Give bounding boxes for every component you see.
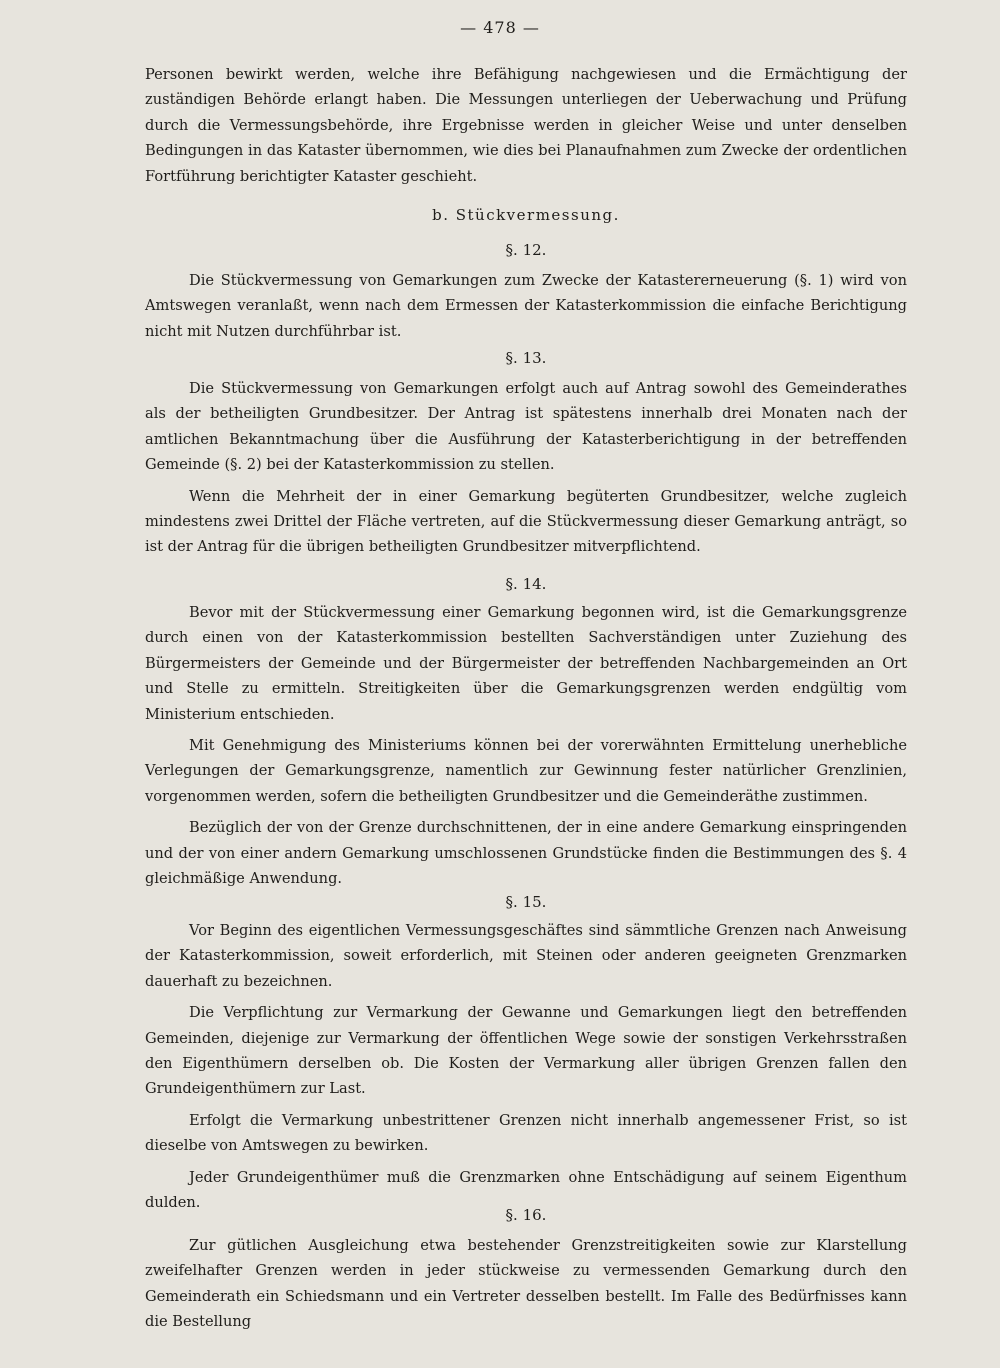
section-13-heading: §. 13. (505, 349, 547, 367)
section-13-paragraph-1: Die Stückvermessung von Gemarkungen erfolgt auch auf Antrag sowohl des Gemeinderathes als der betheiligten Grundbesitzer. Der Antrag ist spätestens innerhalb drei Monaten nach der amtlichen Bekanntmachung über die Ausführung der Katasterberichtigung in der betreffenden Gemeinde (§. 2) bei der Katasterkommission zu stellen. (145, 380, 907, 474)
section-13-block (145, 376, 907, 560)
section-12-block (145, 268, 907, 344)
section-16-heading: §. 16. (505, 1206, 547, 1224)
section-12-paragraph: Die Stückvermessung von Gemarkungen zum Zwecke der Katastererneuerung (§. 1) wird von Amtswegen veranlaßt, wenn nach dem Ermessen der Katasterkommission die einfache Berichtigung nicht mit Nutzen durchführbar ist. (145, 272, 907, 340)
section-16-block (145, 1233, 907, 1335)
section-15-paragraph-4: Jeder Grundeigenthümer muß die Grenzmarken ohne Entschädigung auf seinem Eigenthum dulden. (145, 1168, 907, 1212)
section-b-heading: b. Stückvermessung. (432, 206, 620, 224)
section-15-block (145, 918, 907, 1215)
section-15-paragraph-1: Vor Beginn des eigentlichen Vermessungsgeschäftes sind sämmtliche Grenzen nach Anweisung der Katasterkommission, soweit erforderlich, mit Steinen oder anderen geeigneten Grenzmarken dauerhaft zu bezeichnen. (145, 922, 907, 990)
section-14-paragraph-1: Bevor mit der Stückvermessung einer Gemarkung begonnen wird, ist die Gemarkungsgrenze durch einen von der Katasterkommission bestellten Sachverständigen unter Zuziehung des Bürgermeisters der Gemeinde und der Bürgermeister der betreffenden Nachbargemeinden an Ort und Stelle zu ermitteln. Streitigkeiten über die Gemarkungsgrenzen werden endgültig vom Ministerium entschieden. (145, 604, 907, 723)
section-16-paragraph-1: Zur gütlichen Ausgleichung etwa bestehender Grenzstreitigkeiten sowie zur Klarstellung zweifelhafter Grenzen werden in jeder stückweise zu vermessenden Gemarkung durch den Gemeinderath ein Schiedsmann und ein Vertreter desselben bestellt. Im Falle des Bedürfnisses kann die Bestellung (145, 1237, 907, 1331)
page-number: — 478 — (460, 18, 540, 37)
section-14-paragraph-3: Bezüglich der von der Grenze durchschnittenen, der in eine andere Gemarkung einspringenden und der von einer andern Gemarkung umschlossenen Grundstücke finden die Bestimmungen des §. 4 gleichmäßige Anwendung. (145, 819, 907, 888)
intro-paragraph: Personen bewirkt werden, welche ihre Befähigung nachgewiesen und die Ermächtigung der zuständigen Behörde erlangt haben. Die Messungen unterliegen der Ueberwachung und Prüfung durch die Vermessungsbehörde, ihre Ergebnisse werden in gleicher Weise und unter denselben Bedingungen in das Kataster übernommen, wie dies bei Planaufnahmen zum Zwecke der ordentlichen Fortführung berichtigter Kataster geschieht. (145, 66, 907, 185)
section-14-paragraph-2: Mit Genehmigung des Ministeriums können bei der vorerwähnten Ermittelung unerhebliche Verlegungen der Gemarkungsgrenze, namentlich zur Gewinnung fester natürlicher Grenzlinien, vorgenommen werden, sofern die betheiligten Grundbesitzer und die Gemeinderäthe zustimmen. (145, 737, 907, 805)
section-14-block (145, 600, 907, 891)
section-15-paragraph-3: Erfolgt die Vermarkung unbestrittener Grenzen nicht innerhalb angemessener Frist, so ist dieselbe von Amtswegen zu bewirken. (145, 1111, 907, 1155)
section-15-paragraph-2: Die Verpflichtung zur Vermarkung der Gewanne und Gemarkungen liegt den betreffenden Gemeinden, diejenige zur Vermarkung der öffentlichen Wege sowie der sonstigen Verkehrsstraßen den Eigenthümern derselben ob. Die Kosten der Vermarkung aller übrigen Grenzen fallen den Grundeigenthümern zur Last. (145, 1004, 907, 1098)
section-12-heading: §. 12. (505, 241, 547, 259)
intro-paragraph-block (145, 62, 907, 189)
section-14-heading: §. 14. (505, 575, 547, 593)
section-13-paragraph-2: Wenn die Mehrheit der in einer Gemarkung begüterten Grundbesitzer, welche zugleich mindestens zwei Drittel der Fläche vertreten, auf die Stückvermessung dieser Gemarkung anträgt, so ist der Antrag für die übrigen betheiligten Grundbesitzer mitverpflichtend. (145, 487, 907, 556)
section-15-heading: §. 15. (505, 893, 547, 911)
